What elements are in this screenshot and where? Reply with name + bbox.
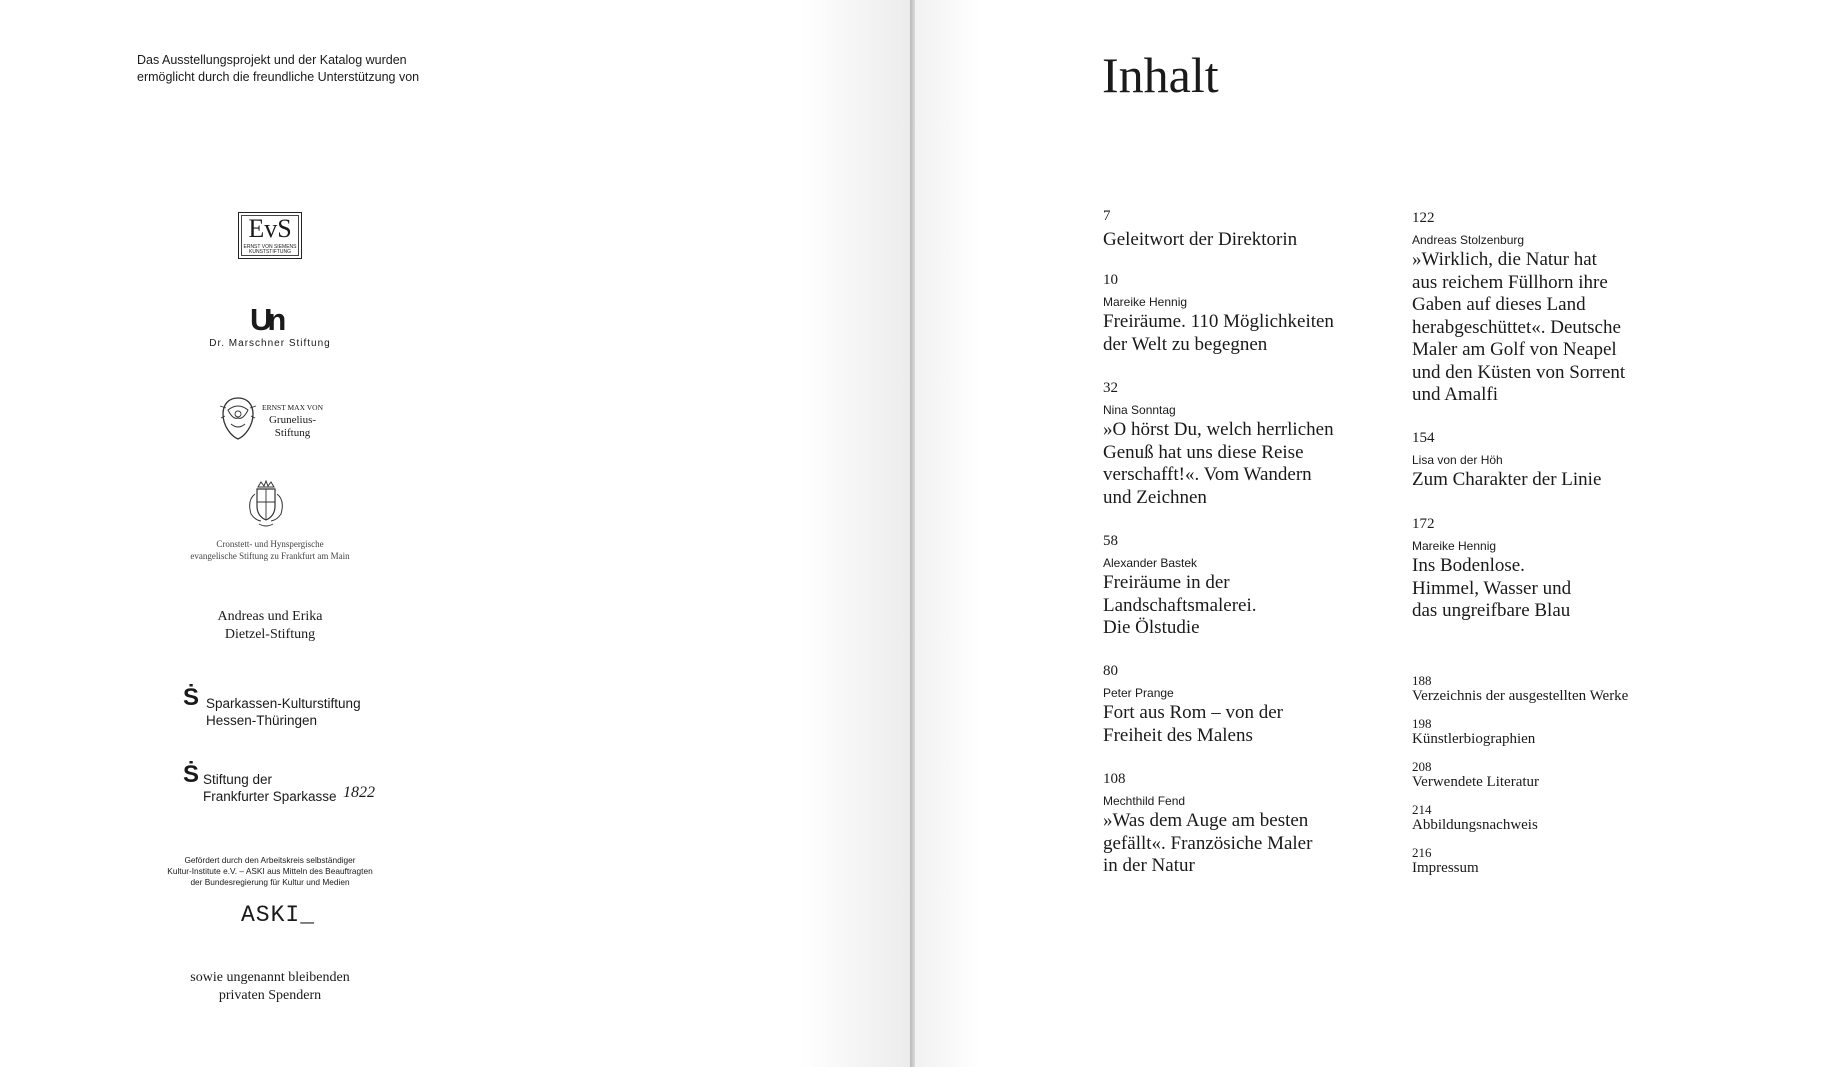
appendix-title: Abbildungsnachweis <box>1412 817 1538 833</box>
appendix-entry[interactable] <box>1412 673 1672 705</box>
toc-entry-title <box>1103 229 1378 252</box>
appendix-title: Verzeichnis der ausgestellten Werke <box>1412 688 1629 704</box>
toc-entry[interactable] <box>1103 770 1378 878</box>
closing-line-1: sowie ungenannt bleibenden <box>190 970 350 985</box>
evs-logo <box>238 212 302 259</box>
toc-entry-title <box>1103 572 1378 640</box>
toc-title-line: Die Ölstudie <box>1103 617 1200 638</box>
toc-title-line: Maler am Golf von Neapel <box>1412 339 1617 360</box>
toc-title-line: »Was dem Auge am besten <box>1103 810 1309 831</box>
toc-title-line: Gaben auf dieses Land <box>1412 294 1586 315</box>
toc-title-line: der Welt zu begegnen <box>1103 333 1268 355</box>
frankfurter-line-2: Frankfurter Sparkasse <box>203 788 337 804</box>
appendix-entry[interactable] <box>1412 845 1672 877</box>
toc-title-line: »O hörst Du, welch herrlichen <box>1103 419 1334 440</box>
toc-page-number: 32 <box>1103 380 1118 396</box>
toc-entry[interactable] <box>1103 207 1378 252</box>
frankfurter-sparkasse-stiftung <box>203 772 337 805</box>
aski-line-2: Kultur-Institute e.V. – ASKI aus Mitteln des Beauftragten <box>167 866 373 876</box>
appendix-page-number: 216 <box>1412 845 1432 860</box>
cronstett-crest-icon <box>243 480 289 530</box>
toc-title-line: Zum Charakter der Linie <box>1412 469 1602 490</box>
toc-page-number: 7 <box>1103 208 1111 224</box>
appendix-page-number: 198 <box>1412 716 1432 731</box>
toc-title-line: Genuß hat uns diese Reise <box>1103 441 1304 463</box>
dietzel-line-2: Dietzel-Stiftung <box>224 627 316 642</box>
toc-title-line: gefällt«. Französiche Maler <box>1103 832 1313 854</box>
frankfurter-line-1: Stiftung der <box>203 772 273 787</box>
toc-page-number: 10 <box>1103 272 1118 288</box>
dietzel-stiftung <box>170 608 370 644</box>
page-title: Inhalt <box>1102 47 1219 103</box>
toc-title-line: »Wirklich, die Natur hat <box>1412 249 1597 270</box>
appendix-entry[interactable] <box>1412 716 1672 748</box>
appendix-entry[interactable] <box>1412 802 1672 834</box>
grunelius-name <box>262 401 323 440</box>
toc-title-line: und den Küsten von Sorrent <box>1412 361 1626 383</box>
appendix-title: Verwendete Literatur <box>1412 774 1540 790</box>
toc-title-line: in der Natur <box>1103 855 1195 876</box>
appendix-page-number: 214 <box>1412 802 1432 817</box>
sparkassen-line-2: Hessen-Thüringen <box>206 712 318 728</box>
toc-page-number: 172 <box>1412 516 1435 532</box>
toc-entry[interactable] <box>1103 662 1378 747</box>
toc-entry-title <box>1103 810 1378 878</box>
toc-author: Mechthild Fend <box>1103 794 1186 808</box>
toc-title-line: Freiheit des Malens <box>1103 724 1253 746</box>
toc-entry[interactable] <box>1103 271 1378 356</box>
toc-title-line: das ungreifbare Blau <box>1412 600 1571 621</box>
toc-title-line: Landschaftsmalerei. <box>1103 594 1257 616</box>
toc-entry-title <box>1103 419 1378 509</box>
cronstett-name <box>160 538 380 562</box>
appendix-entry[interactable] <box>1412 759 1672 791</box>
left-page <box>0 0 910 1067</box>
toc-title-line: verschafft!«. Vom Wandern <box>1103 464 1312 485</box>
toc-author: Nina Sonntag <box>1103 403 1176 417</box>
marschner-name: Dr. Marschner Stiftung <box>209 338 331 349</box>
toc-title-line: Fort aus Rom – von der <box>1103 702 1283 723</box>
toc-page-number: 80 <box>1103 663 1118 679</box>
toc-author: Mareike Hennig <box>1103 295 1188 309</box>
toc-entry-title <box>1103 311 1378 356</box>
toc-page-number: 122 <box>1412 210 1435 226</box>
toc-title-line: Ins Bodenlose. <box>1412 555 1525 576</box>
toc-entry[interactable] <box>1412 429 1687 492</box>
appendix-page-number: 188 <box>1412 673 1432 688</box>
appendix-title: Impressum <box>1412 860 1479 876</box>
appendix-title: Künstlerbiographien <box>1412 731 1536 747</box>
aski-funding-note <box>158 855 382 888</box>
toc-entry-title <box>1412 469 1687 492</box>
grunelius-line-1: ERNST MAX VON <box>262 403 323 412</box>
sparkasse-1822-signature: 1822 <box>343 784 375 801</box>
marschner-logo-mark: Un <box>250 302 282 337</box>
toc-author: Peter Prange <box>1103 686 1174 700</box>
support-intro <box>137 52 419 86</box>
evs-logo-caption: ERNST VON SIEMENS KUNSTSTIFTUNG <box>243 244 297 255</box>
toc-author: Alexander Bastek <box>1103 556 1198 570</box>
dietzel-line-1: Andreas und Erika <box>217 609 323 624</box>
toc-page-number: 154 <box>1412 430 1435 446</box>
sparkasse-s-icon: Ṡ <box>183 684 200 711</box>
cronstett-line-1: Cronstett- und Hynspergische <box>216 539 324 549</box>
sparkasse-s-icon-2: Ṡ <box>183 761 200 788</box>
toc-entry[interactable] <box>1412 515 1687 623</box>
intro-line-1: Das Ausstellungsprojekt und der Katalog wurden <box>137 53 407 67</box>
evs-logo-monogram: EvS <box>248 214 292 243</box>
toc-entry[interactable] <box>1103 532 1378 640</box>
toc-page-number: 108 <box>1103 771 1126 787</box>
aski-line-1: Gefördert durch den Arbeitskreis selbständiger <box>184 855 356 865</box>
toc-title-line: Himmel, Wasser und <box>1412 577 1572 599</box>
toc-author: Mareike Hennig <box>1412 539 1497 553</box>
grunelius-line-3: Stiftung <box>274 427 311 439</box>
toc-title-line: aus reichem Füllhorn ihre <box>1412 271 1608 293</box>
sparkassen-line-1: Sparkassen-Kulturstiftung <box>206 696 361 711</box>
closing-line-2: privaten Spendern <box>218 988 322 1003</box>
toc-title-line: Freiräume in der <box>1103 572 1230 593</box>
toc-title-line: und Amalfi <box>1412 384 1499 405</box>
grunelius-line-2: Grunelius- <box>268 414 317 426</box>
sparkassen-kulturstiftung <box>206 696 361 729</box>
closing-note <box>170 969 370 1005</box>
aski-logo: ASKI_ <box>241 902 316 928</box>
toc-entry-title <box>1412 555 1687 623</box>
toc-entry[interactable] <box>1412 209 1687 407</box>
toc-entry-title <box>1412 249 1687 407</box>
toc-title-line: herabgeschüttet«. Deutsche <box>1412 316 1621 338</box>
toc-title-line: und Zeichnen <box>1103 486 1207 508</box>
toc-page-number: 58 <box>1103 533 1118 549</box>
cronstett-line-2: evangelische Stiftung zu Frankfurt am Main <box>190 551 350 561</box>
toc-title-line: Geleitwort der Direktorin <box>1103 229 1298 250</box>
intro-line-2: ermöglicht durch die freundliche Unterstützung von <box>137 70 420 84</box>
grunelius-crest-icon <box>217 394 259 442</box>
aski-line-3: der Bundesregierung für Kultur und Medien <box>190 877 350 887</box>
toc-author: Andreas Stolzenburg <box>1412 233 1525 247</box>
toc-entry[interactable] <box>1103 379 1378 509</box>
toc-title-line: Freiräume. 110 Möglichkeiten <box>1103 311 1334 332</box>
toc-author: Lisa von der Höh <box>1412 453 1503 467</box>
toc-entry-title <box>1103 702 1378 747</box>
appendix-page-number: 208 <box>1412 759 1432 774</box>
